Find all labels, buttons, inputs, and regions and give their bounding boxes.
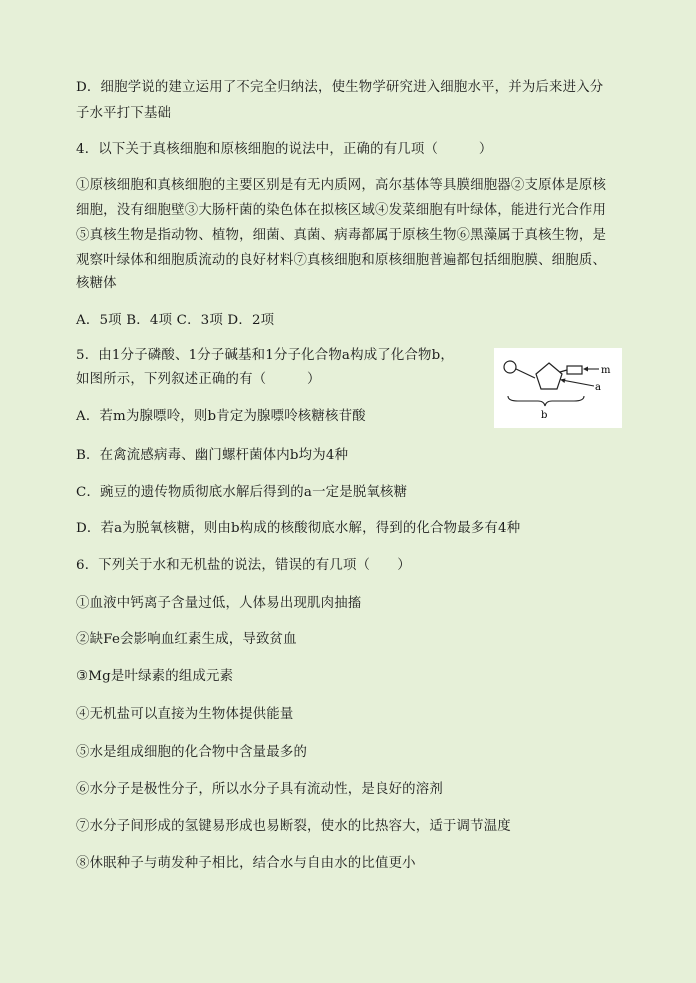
q6-item: ⑦水分子间形成的氢键易形成也易断裂，使水的比热容大，适于调节温度 [76,819,511,834]
q6-item: ③Mg是叶绿素的组成元素 [76,669,234,684]
q6-item: ②缺Fe会影响血红素生成，导致贫血 [76,632,297,647]
q4-options: A．5项 B．4项 C．3项 D．2项 [76,313,275,328]
phosphate-bond [516,369,535,378]
label-a: a [595,382,601,393]
q3-option-d-line1: D．细胞学说的建立运用了不完全归纳法，使生物学研究进入细胞水平，并为后来进入分 [76,80,604,95]
base-box [567,366,582,374]
q4-body-line: 核糖体 [76,276,117,291]
q6-item: ⑥水分子是极性分子，所以水分子具有流动性，是良好的溶剂 [76,782,443,797]
q3-option-d-line2: 子水平打下基础 [76,106,172,121]
q4-body-line: 细胞，没有细胞壁③大肠杆菌的染色体在拟核区域④发菜细胞有叶绿体，能进行光合作用 [76,203,607,218]
base-bond [560,370,567,372]
brace-b [508,396,584,406]
q6-item: ①血液中钙离子含量过低，人体易出现肌肉抽搐 [76,596,362,611]
q6-stem: 6．下列关于水和无机盐的说法，错误的有几项（ ） [76,558,411,573]
q5-option-d: D．若a为脱氧核糖，则由b构成的核酸彻底水解，得到的化合物最多有4种 [76,521,521,536]
phosphate-circle [504,361,516,373]
q4-stem: 4．以下关于真核细胞和原核细胞的说法中，正确的有几项（ ） [76,142,493,157]
q5-option-a: A．若m为腺嘌呤，则b肯定为腺嘌呤核糖核苷酸 [76,409,366,424]
pentose-ring [536,363,562,389]
q6-item: ④无机盐可以直接为生物体提供能量 [76,707,294,722]
q6-item: ⑤水是组成细胞的化合物中含量最多的 [76,745,308,760]
q5-option-c: C．豌豆的遗传物质彻底水解后得到的a一定是脱氧核糖 [76,485,408,500]
q4-body-line: 观察叶绿体和细胞质流动的良好材料⑦真核细胞和原核细胞普遍都包括细胞膜、细胞质、 [76,253,607,268]
q6-item: ⑧休眠种子与萌发种子相比，结合水与自由水的比值更小 [76,856,416,871]
arrow-a [562,380,594,386]
arrow-m-head [583,367,588,372]
q4-body-line: ①原核细胞和真核细胞的主要区别是有无内质网，高尔基体等具膜细胞器②支原体是原核 [76,178,607,193]
q4-body-line: ⑤真核生物是指动物、植物，细菌、真菌、病毒都属于原核生物⑥黑藻属于真核生物，是 [76,228,607,243]
q5-stem-line2: 如图所示，下列叙述正确的有（ ） [76,372,321,387]
q5-option-b: B．在禽流感病毒、幽门螺杆菌体内b均为4种 [76,448,349,463]
label-m: m [601,365,611,376]
q5-stem-line1: 5．由1分子磷酸、1分子碱基和1分子化合物a构成了化合物b， [76,348,455,363]
nucleotide-diagram [494,348,622,428]
label-b: b [541,410,548,421]
